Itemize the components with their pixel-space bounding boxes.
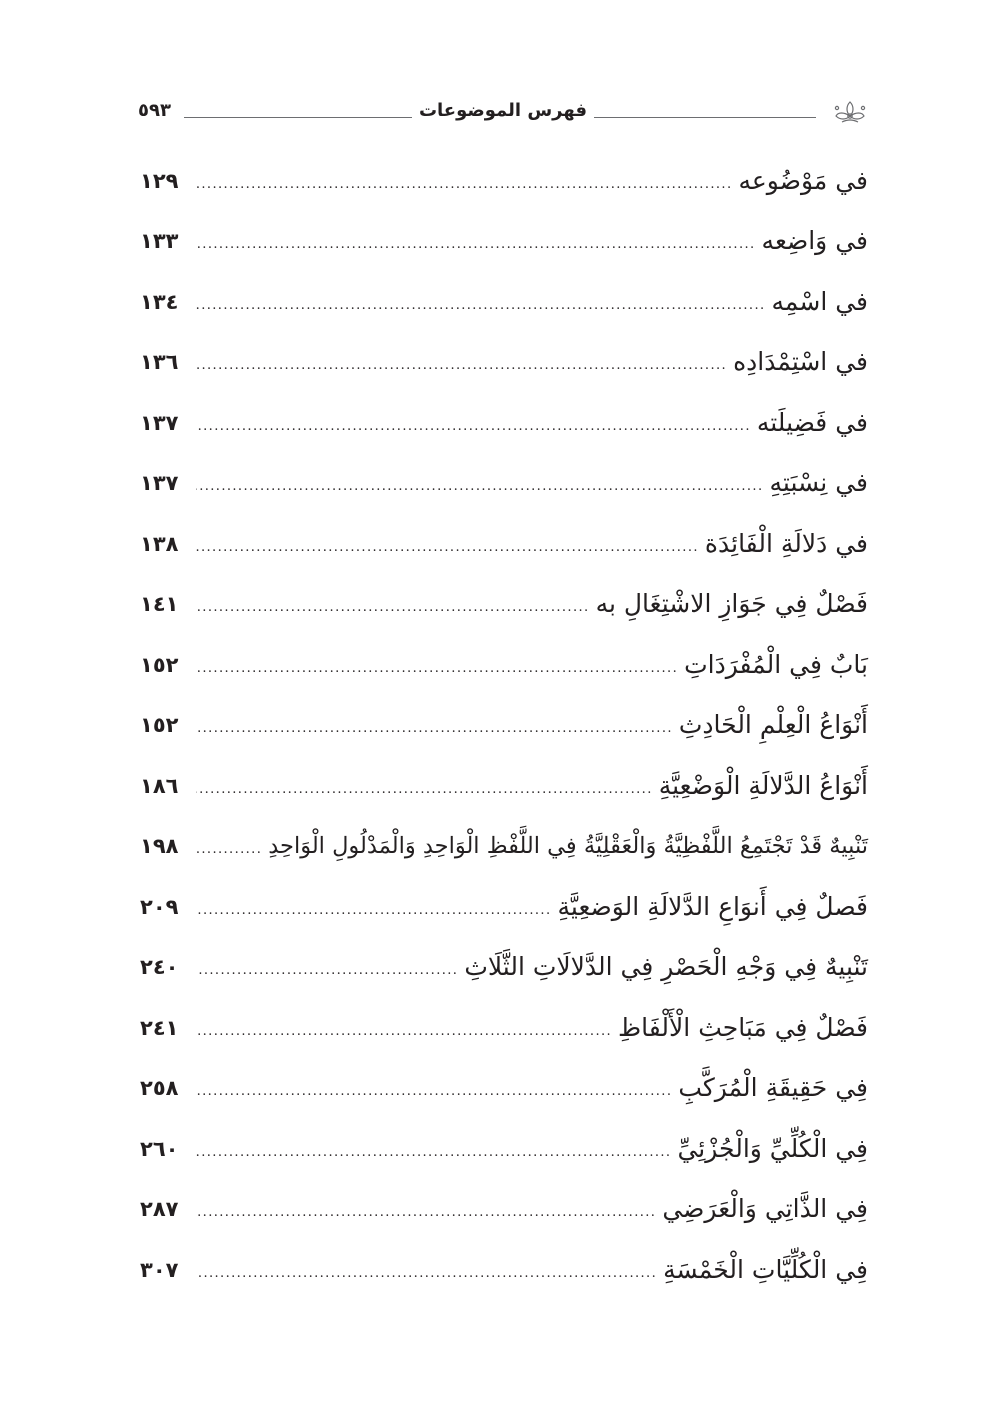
running-header — [138, 98, 868, 132]
toc-entry-page: ١٨٦ — [140, 773, 179, 798]
toc-entry-title: في اسْتِمْدَادِه — [733, 347, 868, 376]
toc-entry-title: فَصْلٌ فِي مَبَاحِثِ الْأَلْفَاظِ — [618, 1012, 868, 1042]
toc-entry-title: فِي الْكُلِّيَّاتِ الْخَمْسَةِ — [663, 1254, 868, 1284]
toc-entry-title: في نِسْبَتِهِ — [769, 468, 868, 497]
toc-entry[interactable] — [140, 927, 868, 988]
toc-entry[interactable] — [140, 1048, 868, 1109]
toc-entry-page: ١٥٢ — [140, 713, 179, 737]
table-of-contents — [140, 140, 868, 1290]
toc-entry-page: ١٣٨ — [140, 531, 179, 556]
toc-entry-title: في فَضِيلَته — [756, 407, 868, 437]
dot-leader — [196, 524, 699, 564]
dot-leader — [196, 161, 732, 201]
toc-entry-page: ١٢٩ — [140, 168, 179, 193]
page-title: فهرس الموضوعات — [418, 100, 588, 121]
toc-entry[interactable] — [140, 261, 868, 322]
toc-entry[interactable] — [140, 1229, 868, 1290]
toc-entry-title: تَنْبِيهٌ قَدْ تَجْتَمِعُ اللَّفْظِيَّةُ وَالْعَقْلِيَّةُ فِي اللَّفْظِ الْوَاحِدِ وَالْمَدْلُولِ الْوَاحِدِ — [268, 833, 868, 859]
toc-entry-page: ١٣٤ — [140, 289, 179, 314]
dot-leader — [196, 463, 764, 503]
toc-entry-title: فِي الْكُلِّيِّ وَالْجُزْئِيِّ — [677, 1133, 868, 1163]
toc-entry-title: أَنْوَاعُ الدَّلالَةِ الْوَضْعِيَّةِ — [658, 770, 868, 800]
dot-leader — [196, 1189, 656, 1229]
toc-entry-page: ١٩٨ — [140, 834, 179, 858]
toc-entry-title: فِي الذَّاتِي وَالْعَرَضِي — [662, 1194, 868, 1223]
toc-entry-page: ٢٠٩ — [140, 894, 179, 919]
toc-entry[interactable] — [140, 382, 868, 443]
toc-entry-page: ٣٠٧ — [140, 1257, 179, 1282]
toc-entry[interactable] — [140, 322, 868, 383]
toc-entry[interactable] — [140, 443, 868, 504]
toc-entry[interactable] — [140, 1169, 868, 1230]
toc-entry-page: ١٤١ — [140, 592, 179, 616]
dot-leader — [196, 342, 727, 382]
toc-entry[interactable] — [140, 806, 868, 867]
toc-entry-page: ١٣٧ — [140, 471, 179, 495]
toc-entry[interactable] — [140, 1108, 868, 1169]
dot-leader — [196, 947, 458, 987]
toc-entry-title: أَنْوَاعُ الْعِلْمِ الْحَادِثِ — [678, 710, 868, 739]
toc-entry[interactable] — [140, 745, 868, 806]
dot-leader — [196, 705, 673, 745]
dot-leader — [196, 584, 590, 624]
toc-entry-title: في وَاضِعه — [761, 226, 868, 255]
toc-entry-page: ٢٨٧ — [140, 1197, 179, 1221]
dot-leader — [196, 1068, 672, 1108]
toc-entry-page: ٢٦٠ — [140, 1136, 179, 1161]
toc-entry[interactable] — [140, 503, 868, 564]
toc-entry-title: تَنْبِيهٌ فِي وَجْهِ الْحَصْرِ فِي الدَّلالَاتِ الثَّلَاثِ — [464, 952, 868, 981]
toc-entry-page: ٢٤١ — [140, 1015, 179, 1040]
toc-entry-title: فَصْلٌ فِي جَوَازِ الاشْتِغَالِ به — [595, 589, 868, 618]
dot-leader — [196, 887, 552, 927]
toc-entry[interactable] — [140, 201, 868, 262]
toc-entry[interactable] — [140, 685, 868, 746]
toc-entry[interactable] — [140, 140, 868, 201]
dot-leader — [196, 403, 751, 443]
toc-entry-page: ١٣٦ — [140, 350, 179, 374]
dot-leader — [196, 766, 653, 806]
dot-leader — [196, 1129, 671, 1169]
toc-entry[interactable] — [140, 624, 868, 685]
toc-entry-page: ١٣٧ — [140, 410, 179, 435]
toc-entry[interactable] — [140, 987, 868, 1048]
dot-leader — [196, 221, 756, 261]
toc-entry-title: بَابٌ فِي الْمُفْرَدَاتِ — [684, 649, 868, 679]
dot-leader — [196, 1250, 657, 1290]
dot-leader — [196, 282, 766, 322]
header-rule-left — [184, 117, 412, 118]
toc-entry-title: في مَوْضُوعه — [738, 165, 868, 195]
toc-entry[interactable] — [140, 866, 868, 927]
page-number: ٥٩٣ — [138, 100, 171, 121]
toc-entry[interactable] — [140, 564, 868, 625]
toc-entry-title: في اسْمِه — [771, 286, 868, 316]
dot-leader — [196, 645, 678, 685]
toc-entry-title: في دَلالَةِ الْفَائِدَة — [704, 528, 868, 558]
toc-entry-page: ٢٥٨ — [140, 1076, 179, 1100]
toc-entry-page: ٢٤٠ — [140, 955, 179, 979]
dot-leader — [196, 826, 262, 866]
dot-leader — [196, 1008, 612, 1048]
toc-entry-page: ١٣٣ — [140, 229, 179, 253]
toc-entry-title: فِي حَقِيقَةِ الْمُرَكَّبِ — [678, 1073, 868, 1102]
toc-entry-page: ١٥٢ — [140, 652, 179, 677]
toc-entry-title: فَصلٌ فِي أَنوَاعِ الدَّلالَةِ الوَضعِيَّةِ — [557, 891, 868, 921]
